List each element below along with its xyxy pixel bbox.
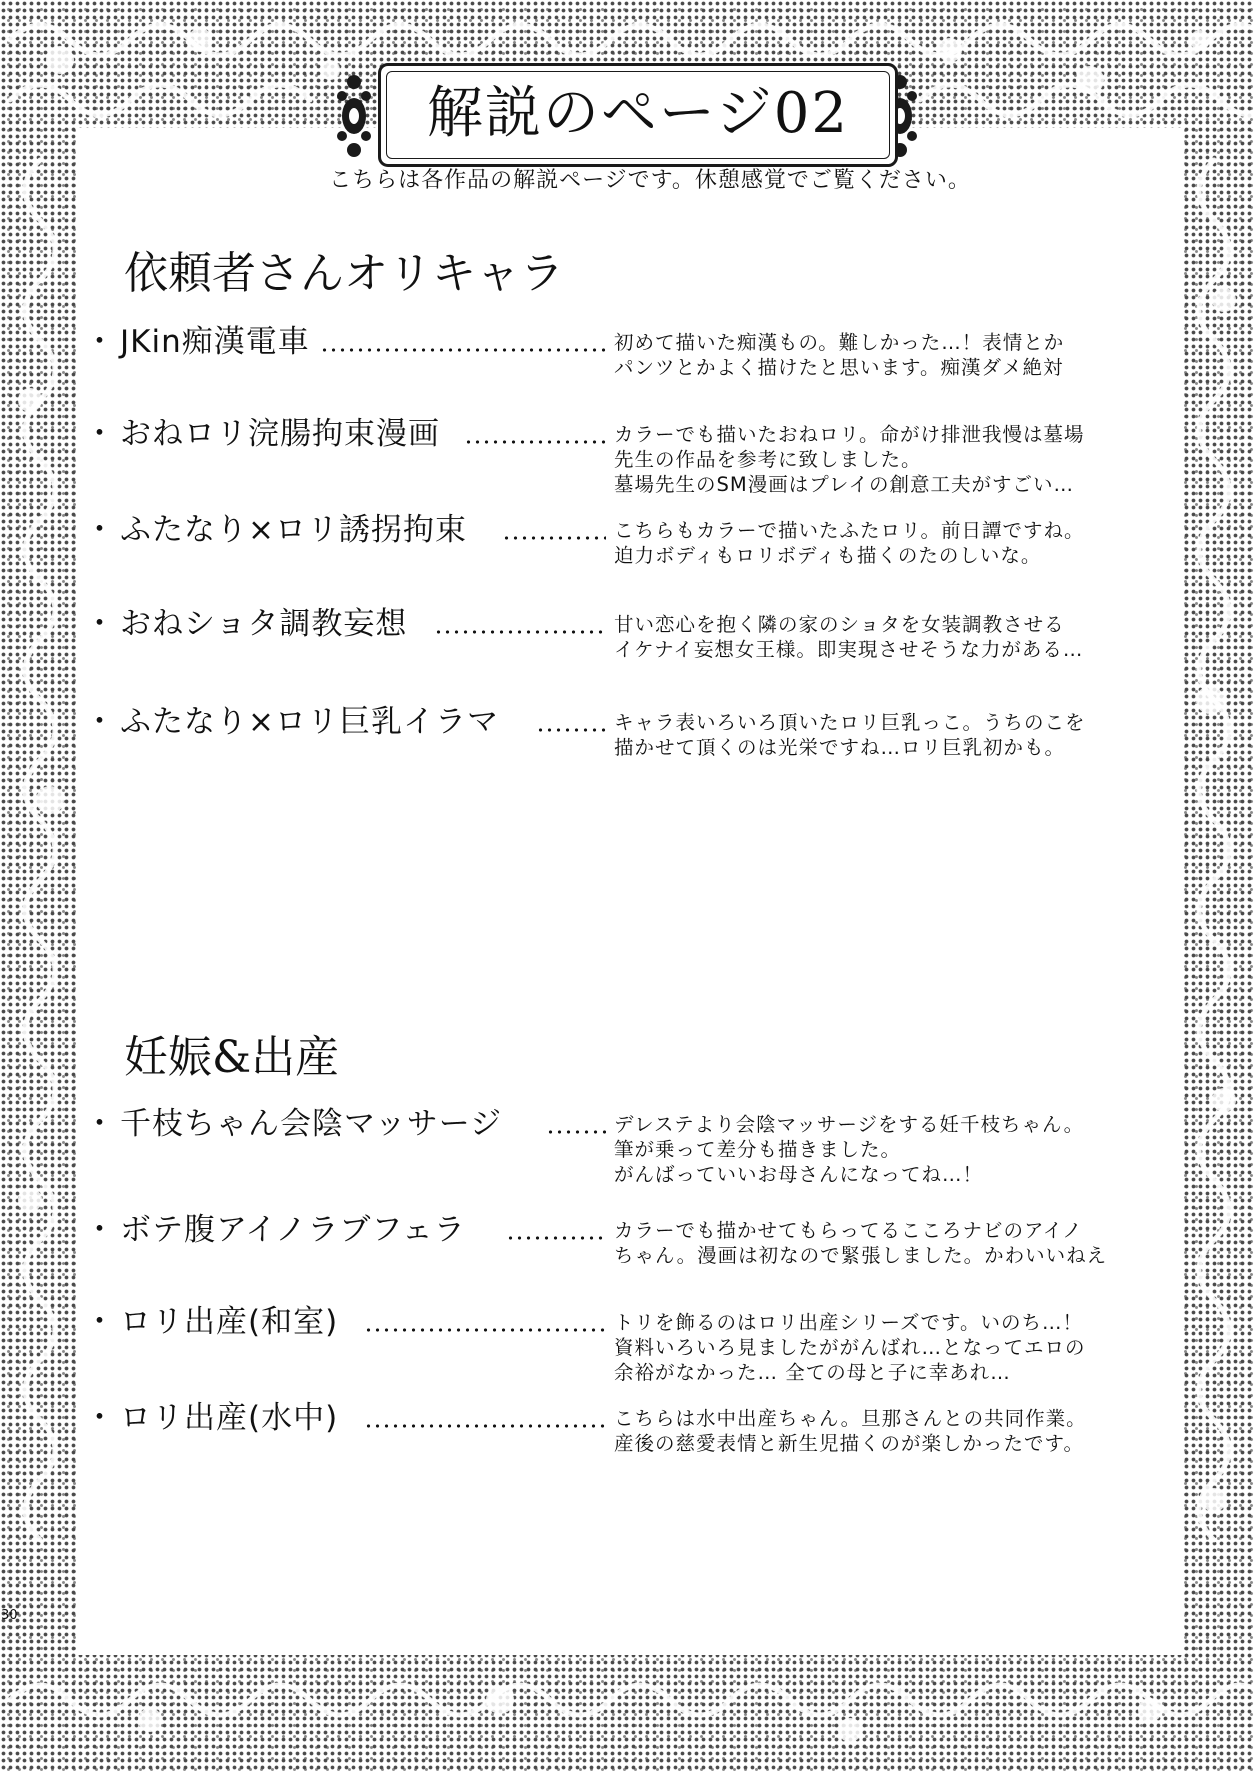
leader-dots [502,536,606,540]
entry-description: カラーでも描いたおねロリ。命がけ排泄我慢は墓場 先生の作品を参考に致しました。 墓場先生のSM漫画はプレイの創意工夫がすごい… [614,423,1085,496]
entry-description: キャラ表いろいろ頂いたロリ巨乳っこ。うちのこを 描かせて頂くのは光栄ですね…ロリ巨乳初かも。 [614,711,1086,759]
list-item [84,702,1184,792]
entry-description: カラーでも描かせてもらってるこころナビのアイノ ちゃん。漫画は初なので緊張しました。かわいいねえ [614,1219,1108,1267]
list-item [84,1398,1184,1488]
entry-title: ・ おねショタ調教妄想 [84,606,408,642]
entry-title: ・ 千枝ちゃん会陰マッサージ [84,1106,503,1142]
entry-description: 初めて描いた痴漢もの。難しかった…！表情とか パンツとかよく描けたと思います。痴漢ダメ絶対 [614,331,1065,379]
list-item [84,322,1184,412]
entry-title: ・ ふたなり×ロリ巨乳イラマ [84,704,499,740]
entry-title: ・ ロリ出産(水中) [84,1400,339,1436]
list-item [84,414,1184,504]
page-subtitle: こちらは各作品の解説ページです。休憩感覚でご覧ください。 [329,168,971,193]
list-item [84,1210,1184,1300]
entry-title: ・ ロリ出産(和室) [84,1304,339,1340]
title-frame [378,63,898,167]
entry-description: 甘い恋心を抱く隣の家のショタを女装調教させる イケナイ妄想女王様。即実現させそうな力がある… [614,613,1084,661]
leader-dots [546,1130,606,1134]
list-item [84,1104,1184,1194]
entry-title: ・ ボテ腹アイノラブフェラ [84,1212,466,1248]
entry-title: ・ ふたなり×ロリ誘拐拘束 [84,512,467,548]
ornament-left-icon [332,66,376,166]
entry-description: こちらもカラーで描いたふたロリ。前日譚ですね。 迫力ボディもロリボディも描くのたのしいな。 [614,519,1085,567]
leader-dots [506,1236,606,1240]
leader-dots [434,630,606,634]
entry-description: デレステより会陰マッサージをする妊千枝ちゃん。 筆が乗って差分も描きました。 がんばっていいお母さんになってね…！ [614,1113,1085,1186]
page-number: 30 [1,1608,18,1623]
section-heading-commissions: 依頼者さんオリキャラ [124,248,564,299]
leader-dots [464,440,606,444]
list-item [84,1302,1184,1392]
leader-dots [364,1424,606,1428]
entry-title: ・ おねロリ浣腸拘束漫画 [84,416,440,452]
leader-dots [536,728,606,732]
entry-description: トリを飾るのはロリ出産シリーズです。いのち…！ 資料いろいろ見ましたががんばれ…となってエロの 余裕がなかった… 全ての母と子に幸あれ… [614,1311,1086,1384]
entry-description: こちらは水中出産ちゃん。旦那さんとの共同作業。 産後の慈愛表情と新生児描くのが楽しかったです。 [614,1407,1087,1455]
page-title: 解説のページ02 [426,81,850,146]
leader-dots [320,348,606,352]
entry-title: ・ JKin痴漢電車 [84,324,310,360]
section-heading-pregnancy: 妊娠&出産 [124,1032,340,1083]
leader-dots [364,1328,606,1332]
list-item [84,604,1184,694]
list-item [84,510,1184,600]
